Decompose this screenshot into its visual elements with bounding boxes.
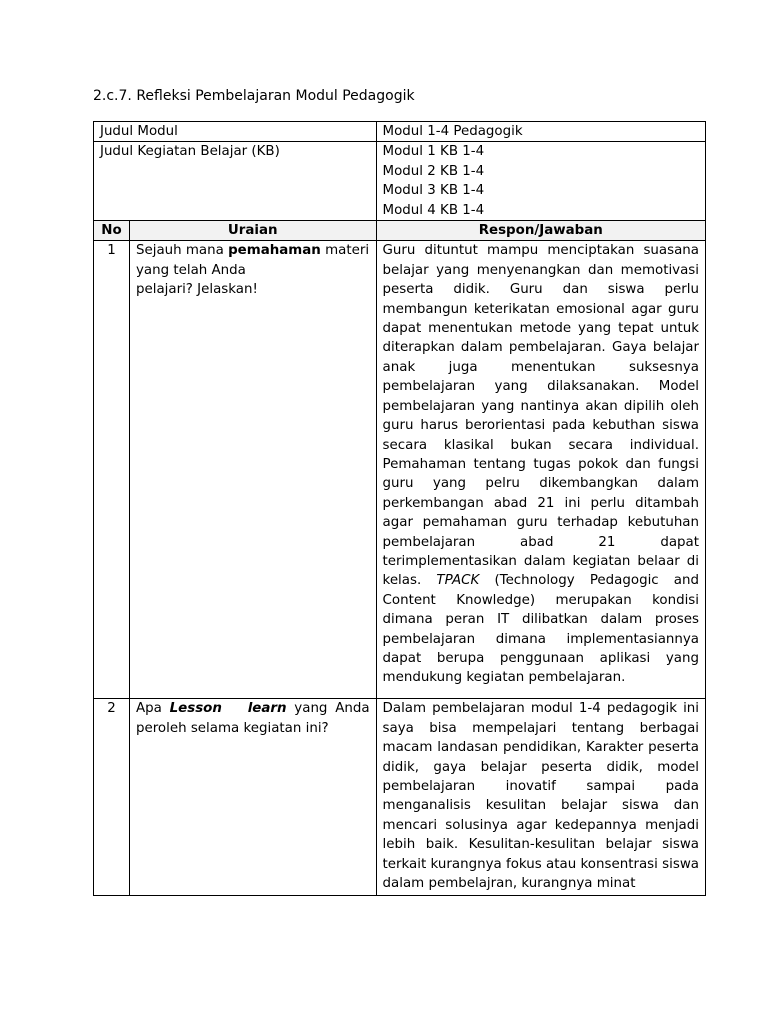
section-title: 2.c.7. Refleksi Pembelajaran Modul Pedagogik — [93, 88, 415, 104]
table-row — [94, 241, 706, 699]
judul-modul-value: Modul 1-4 Pedagogik — [376, 122, 705, 142]
answer-text: (Technology Pedagogic and Content Knowledge) merupakan kondisi dimana peran IT dilibatkan dalam proses pembelajaran dimana implementasiannya dapat berupa penggunaan aplikasi yang mendukung kegiatan pembelajaran. — [382, 573, 699, 686]
table-header-row — [94, 221, 706, 241]
answer-text: Guru dituntut mampu menciptakan suasana belajar yang menyenangkan dan memotivasi peserta didik. Guru dan siswa perlu membangun keterikatan emosional agar guru dapat menentukan metode yang tepat untuk diterapkan dalam pembelajaran. Gaya belajar anak juga menentukan suksesnya pembelajaran yang dilaksanakan. Model pembelajaran yang nantinya akan dipilih oleh guru harus berorientasi pada kebuthan siswa secara klasikal bukan secara individual. Pemahaman tentang tugas pokok dan fungsi guru yang pelru dikembangkan dalam perkembangan abad 21 ini perlu ditambah agar pemahaman guru terhadap kebutuhan pembelajaran abad 21 dapat terimplementasikan dalam kegiatan belaar di kelas. — [382, 243, 699, 589]
question-text: yang Anda peroleh selama kegiatan ini? — [135, 701, 370, 736]
question-line — [136, 241, 370, 280]
row-number: 1 — [94, 241, 130, 699]
judul-modul-label: Judul Modul — [94, 122, 377, 142]
kb-value: Modul 3 KB 1-4 — [382, 183, 485, 199]
question-emphasis: Lesson — [169, 701, 222, 717]
kb-value: Modul 2 KB 1-4 — [382, 163, 485, 179]
table-row — [94, 699, 706, 896]
row-answer — [376, 241, 705, 699]
kb-values — [376, 142, 705, 221]
row-number: 2 — [94, 699, 130, 896]
kb-value: Modul 1 KB 1-4 — [382, 144, 485, 160]
kb-label: Judul Kegiatan Belajar (KB) — [94, 142, 377, 221]
question-text: Sejauh mana — [135, 243, 229, 259]
question-text: materi yang telah Anda — [135, 243, 370, 278]
header-uraian: Uraian — [129, 221, 376, 241]
question-emphasis: learn — [247, 701, 287, 717]
row-question — [129, 241, 376, 699]
meta-row-judul-modul — [94, 122, 706, 142]
reflection-table — [93, 121, 706, 896]
answer-text: Dalam pembelajaran modul 1-4 pedagogik ini saya bisa mempelajari tentang berbagai macam landasan pendidikan, Karakter peserta didik, gaya belajar peserta didik, model pembelajaran inovatif sampai pada menganalisis kesulitan belajar siswa dan mencari solusinya agar kedepannya menjadi lebih baik. Kesulitan-kesulitan belajar siswa terkait kurangnya fokus atau konsentrasi siswa dalam pembelajran, kurangnya minat — [382, 701, 699, 892]
row-question — [129, 699, 376, 896]
question-line: pelajari? Jelaskan! — [135, 282, 258, 298]
row-answer — [376, 699, 705, 896]
question-text: Apa — [135, 701, 170, 717]
kb-value: Modul 4 KB 1-4 — [382, 202, 485, 218]
question-emphasis: pemahaman — [228, 243, 321, 259]
header-respon: Respon/Jawaban — [376, 221, 705, 241]
header-no: No — [94, 221, 130, 241]
answer-emphasis: TPACK — [436, 573, 480, 589]
meta-row-kb — [94, 142, 706, 221]
